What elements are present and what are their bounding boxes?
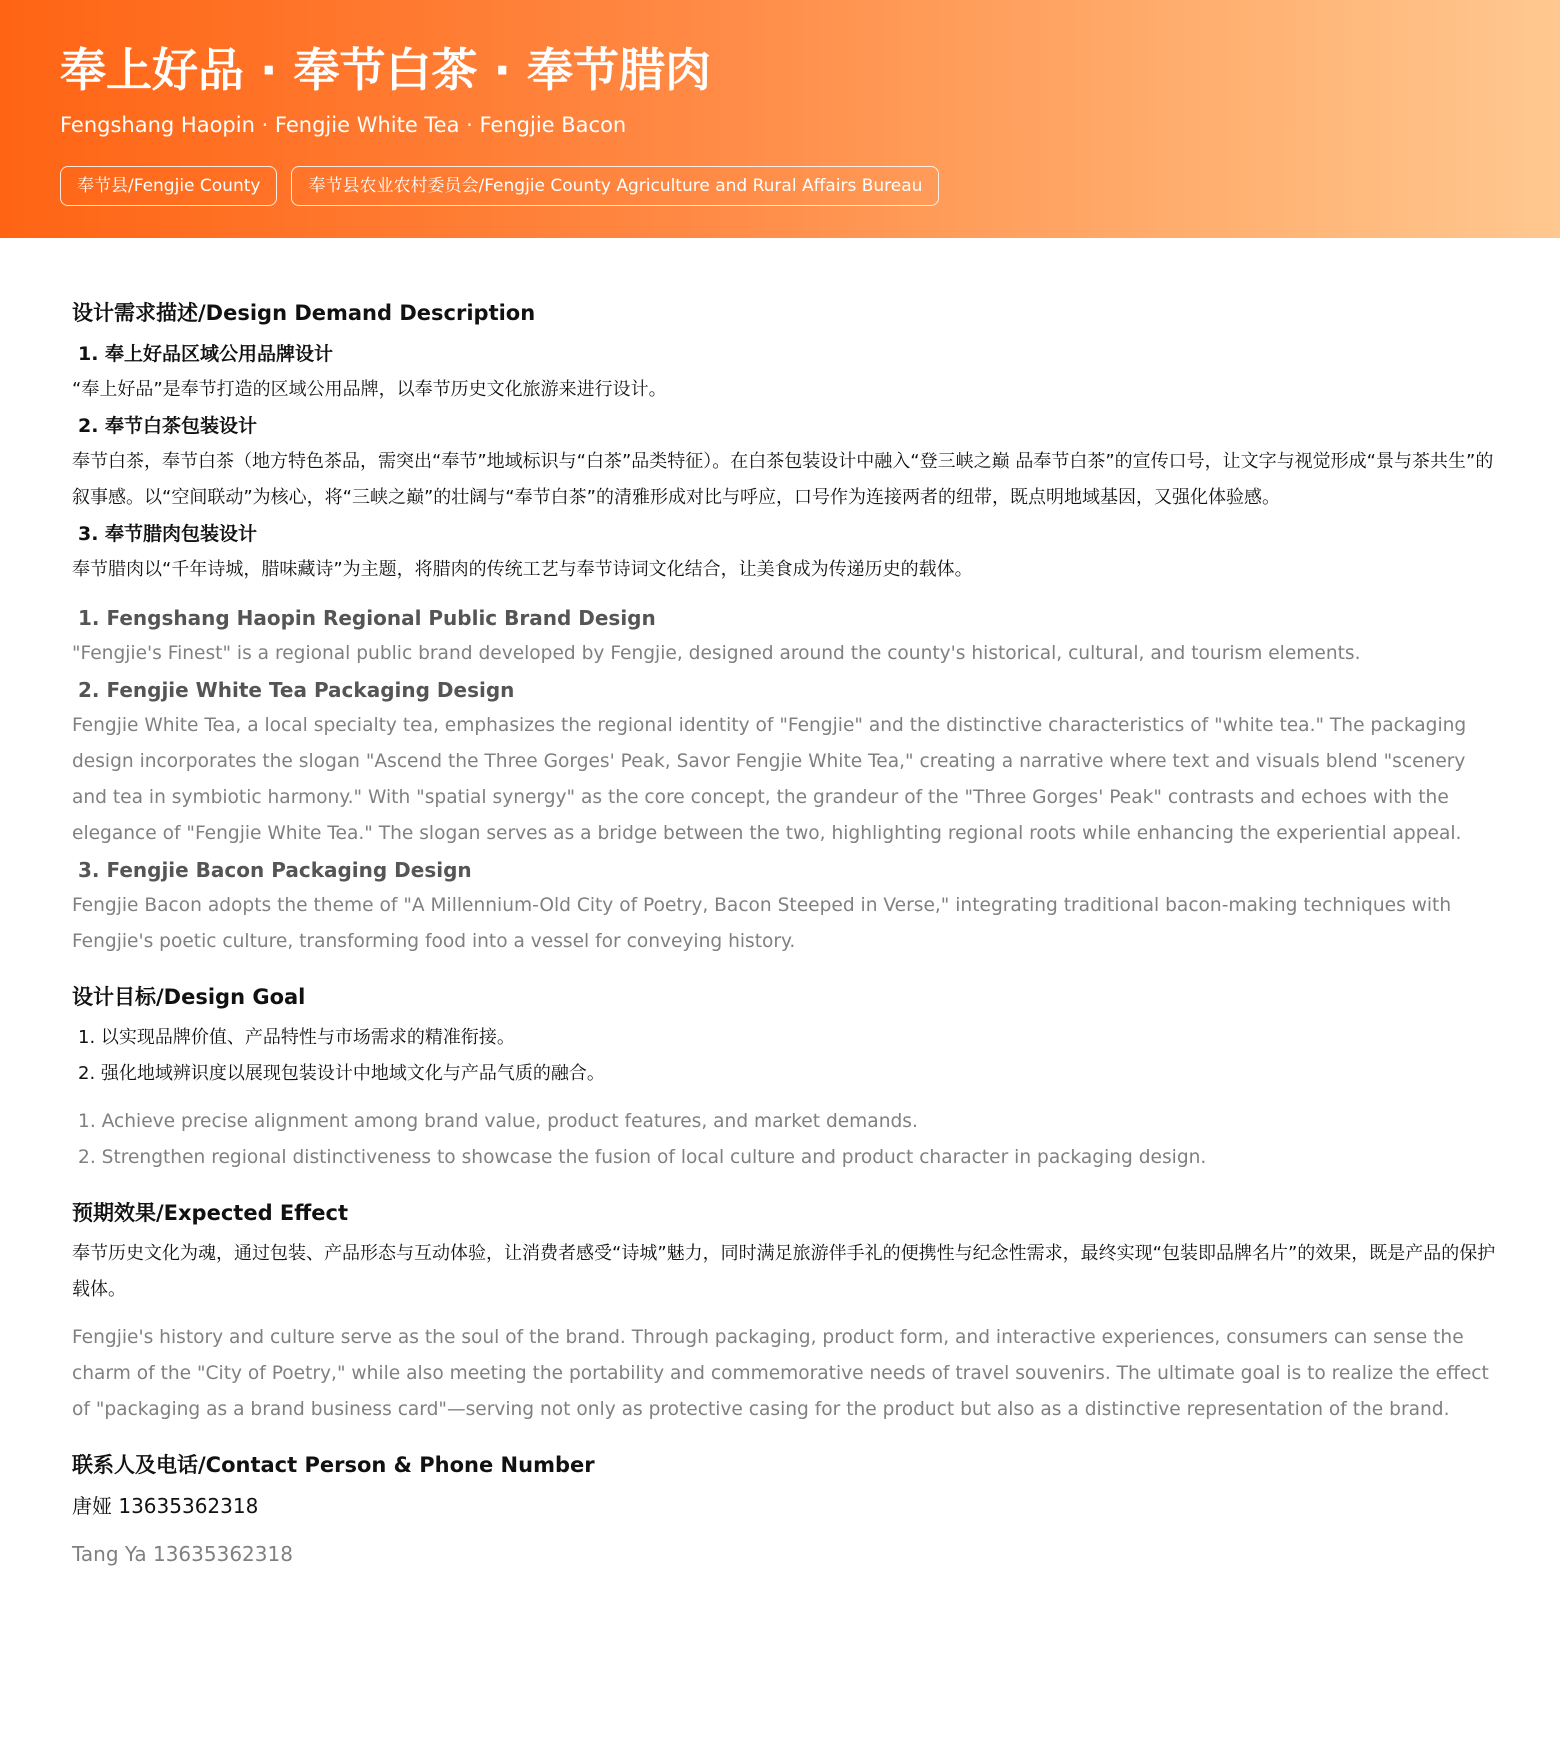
demand-cn-text-3: 奉节腊肉以“千年诗城，腊味藏诗”为主题，将腊肉的传统工艺与奉节诗词文化结合，让美食成为传递历史的载体。 — [72, 559, 973, 580]
demand-en-text-2: Fengjie White Tea, a local specialty tea, emphasizes the regional identity of "Fengjie" and the distinctive characteristics of "white tea." The packaging design incorporates the slogan "Ascend the Three Gorges' Peak, Savor Fengjie White Tea," creating a narrative where text and visuals blend "scenery and tea in symbiotic harmony." With "spatial synergy" as the core concept, the grandeur of the "Three Gorges' Peak" contrasts and echoes with the elegance of "Fengjie White Tea." The slogan serves as a bridge between the two, highlighting regional roots while enhancing the experiential appeal. — [72, 715, 1467, 844]
tag-county: 奉节县/Fengjie County — [60, 166, 277, 206]
header-banner — [0, 0, 1560, 238]
demand-cn-heading-1: 1. 奉上好品区域公用品牌设计 — [78, 343, 334, 365]
tag-bureau: 奉节县农业农村委员会/Fengjie County Agriculture and Rural Affairs Bureau — [291, 166, 939, 206]
goal-en-item-2: 2. Strengthen regional distinctiveness to showcase the fusion of local culture and product character in packaging design. — [78, 1147, 1207, 1168]
tag-list — [60, 166, 1500, 206]
section-title: 设计目标/Design Goal — [72, 985, 306, 1009]
effect-cn-text: 奉节历史文化为魂，通过包装、产品形态与互动体验，让消费者感受“诗城”魅力，同时满足旅游伴手礼的便携性与纪念性需求，最终实现“包装即品牌名片”的效果，既是产品的保护载体。 — [72, 1243, 1496, 1300]
goal-cn-item-1: 1. 以实现品牌价值、产品特性与市场需求的精准衔接。 — [78, 1027, 515, 1048]
demand-cn-heading-2: 2. 奉节白茶包装设计 — [78, 415, 258, 437]
contact-cn: 唐娅 13635362318 — [72, 1494, 259, 1518]
section-title: 设计需求描述/Design Demand Description — [72, 301, 536, 325]
contact-en: Tang Ya 13635362318 — [72, 1542, 293, 1566]
demand-en-text-3: Fengjie Bacon adopts the theme of "A Millennium-Old City of Poetry, Bacon Steeped in Verse," integrating traditional bacon-making techniques with Fengjie's poetic culture, transforming food into a vessel for conveying history. — [72, 895, 1452, 952]
demand-en-text-1: "Fengjie's Finest" is a regional public brand developed by Fengjie, designed around the county's historical, cultural, and tourism elements. — [72, 643, 1361, 664]
demand-en-heading-1: 1. Fengshang Haopin Regional Public Brand Design — [78, 606, 656, 630]
demand-cn-text-2: 奉节白茶，奉节白茶（地方特色茶品，需突出“奉节”地域标识与“白茶”品类特征）。在白茶包装设计中融入“登三峡之巅 品奉节白茶”的宣传口号，让文字与视觉形成“景与茶共生”的叙事感。以“空间联动”为核心，将“三峡之巅”的壮阔与“奉节白茶”的清雅形成对比与呼应，口号作为连接两者的纽带，既点明地域基因，又强化体验感。 — [72, 451, 1494, 508]
section-title: 联系人及电话/Contact Person & Phone Number — [72, 1453, 595, 1477]
demand-cn-heading-3: 3. 奉节腊肉包装设计 — [78, 523, 258, 545]
page-title: 奉上好品 · 奉节白茶 · 奉节腊肉 — [60, 43, 712, 97]
section-contact — [72, 1448, 1496, 1572]
section-expected-effect — [72, 1196, 1496, 1428]
page-subtitle: Fengshang Haopin · Fengjie White Tea · Fengjie Bacon — [60, 113, 627, 137]
demand-cn-text-1: “奉上好品”是奉节打造的区域公用品牌，以奉节历史文化旅游来进行设计。 — [72, 379, 667, 400]
demand-en-heading-3: 3. Fengjie Bacon Packaging Design — [78, 858, 472, 882]
section-design-goal — [72, 980, 1496, 1176]
section-title: 预期效果/Expected Effect — [72, 1201, 348, 1225]
goal-cn-item-2: 2. 强化地域辨识度以展现包装设计中地域文化与产品气质的融合。 — [78, 1063, 605, 1084]
demand-en-heading-2: 2. Fengjie White Tea Packaging Design — [78, 678, 515, 702]
section-design-demand — [72, 296, 1496, 960]
goal-en-item-1: 1. Achieve precise alignment among brand value, product features, and market demands. — [78, 1111, 918, 1132]
effect-en-text: Fengjie's history and culture serve as the soul of the brand. Through packaging, product form, and interactive experiences, consumers can sense the charm of the "City of Poetry," while also meeting the portability and commemorative needs of travel souvenirs. The ultimate goal is to realize the effect of "packaging as a brand business card"—serving not only as protective casing for the product but also as a distinctive representation of the brand. — [72, 1327, 1489, 1420]
main-content — [72, 296, 1496, 1572]
